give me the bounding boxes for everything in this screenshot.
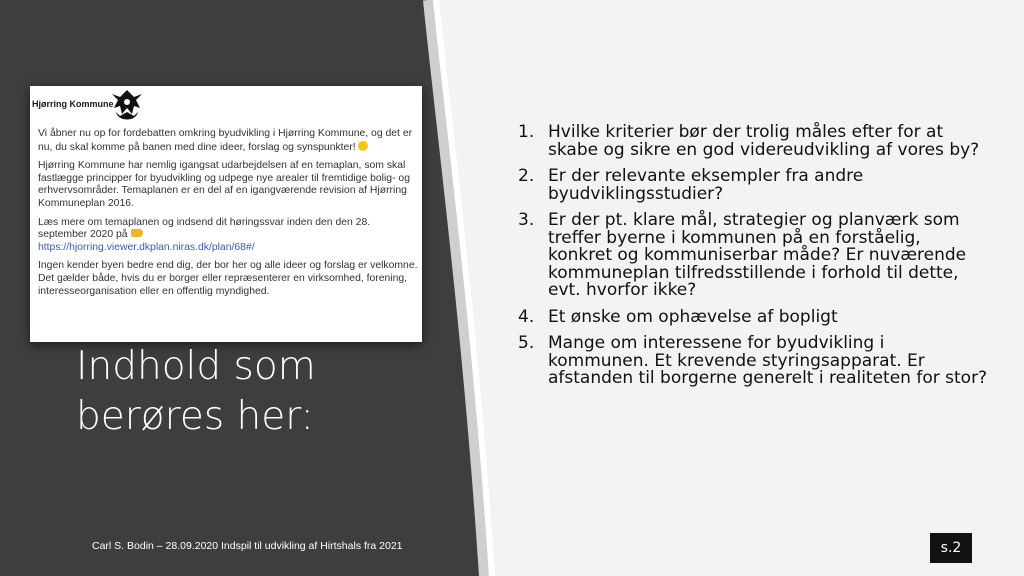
post-paragraph-4: Ingen kender byen bedre end dig, der bor her og alle ideer og forslag er velkomne. Det gælder både, hvis du er borger eller repræsenterer en virksomhed, forening, interesseorganisation eller en offentlig myndighed. xyxy=(38,260,418,297)
facebook-post-screenshot xyxy=(30,86,422,342)
grinning-emoji-icon xyxy=(358,141,368,151)
post-text xyxy=(38,128,418,304)
kommune-logo xyxy=(30,86,160,122)
heading-line-1: Indhold som xyxy=(76,344,316,389)
logo-text: Hjørring Kommune xyxy=(32,99,114,109)
footer-text: Carl S. Bodin – 28.09.2020 Indspil til udvikling af Hirtshals fra 2021 xyxy=(92,540,403,552)
question-list xyxy=(518,124,988,397)
question-item: 2. Er der relevante eksempler fra andre byudviklingsstudier? xyxy=(518,166,864,204)
pointing-hand-emoji-icon xyxy=(131,229,143,237)
heading-line-2: berøres her: xyxy=(76,394,314,439)
post-paragraph-2: Hjørring Kommune har nemlig igangsat udarbejdelsen af en temaplan, som skal fastlægge principper for byudvikling og udpege nye arealer til fremtidige bolig- og erhvervsområder. Temaplanen er en del af en igangværende revision af Hjørring Kommuneplan 2016. xyxy=(38,160,410,209)
question-item: 3. Er der pt. klare mål, strategier og planværk som treffer byerne i kommunen på en forståelig, konkret og kommuniserbar måde? Er nuværende kommuneplan tilfredsstillende i forhold til dette, evt. hvorfor ikke? xyxy=(518,210,967,300)
plan-link[interactable]: https://hjorring.viewer.dkplan.niras.dk/plan/68#/ xyxy=(38,241,255,253)
page-number-badge: s.2 xyxy=(930,533,972,563)
question-item: 5. Mange om interessene for byudvikling i kommunen. Et krevende styringsapparat. Er afstanden til borgerne generelt i realiteten for stor? xyxy=(518,333,988,388)
section-heading xyxy=(76,342,416,442)
question-item: 4. Et ønske om ophævelse af bopligt xyxy=(518,306,838,327)
post-paragraph-3: Læs mere om temaplanen og indsend dit høringssvar inden den den 28. september 2020 på https://hjorring.viewer.dkplan.niras.dk/plan/68#/ xyxy=(38,216,371,253)
question-item: 1. Hvilke kriterier bør der trolig måles efter for at skabe og sikre en god videreudvikling af vores by? xyxy=(518,122,980,160)
post-paragraph-1: Vi åbner nu op for fordebatten omkring byudvikling i Hjørring Kommune, og det er nu, du skal komme på banen med dine ideer, forslag og synspunkter! xyxy=(38,128,413,153)
hjorring-crest-icon xyxy=(104,88,150,126)
